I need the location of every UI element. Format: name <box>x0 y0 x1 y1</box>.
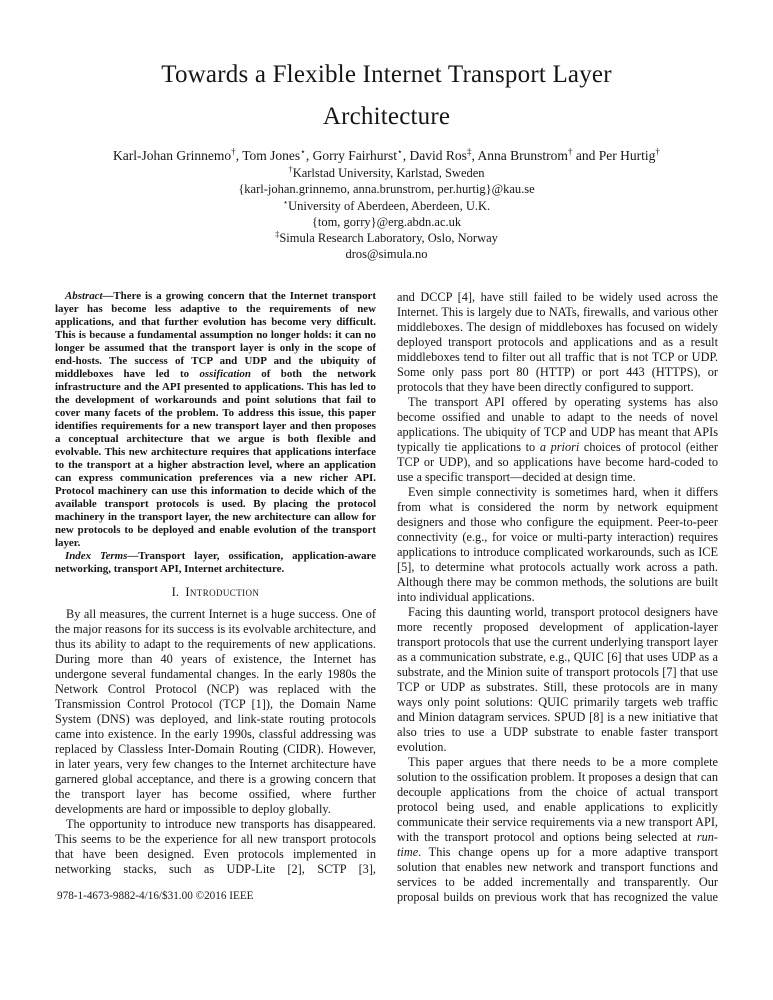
paper-title <box>0 0 773 138</box>
affiliation-aberdeen: ⋆University of Aberdeen, Aberdeen, U.K. <box>282 196 491 213</box>
paper-title-line2: Architecture <box>322 103 451 130</box>
right-column <box>397 290 718 905</box>
two-column-body <box>0 290 773 905</box>
intro-paragraph-4: Even simple connectivity is sometimes hard, when it differs from what is considered the norm by network equipment designers and those who configure the equipment. Peer-to-peer connectivity (e.g., for voice or multi-party interaction) requires applications to introduce complicated workarounds, such as ICE [5], to determine what protocols actually work across a path. Although there may be common methods, the solutions are built into individual applications. <box>397 484 718 604</box>
intro-paragraph-5: Facing this daunting world, transport protocol designers have more recently proposed development of application-layer transport protocols that use the current underlying transport layer as a communication substrate, e.g., QUIC [6] that uses UDP as a substrate, and the Minion suite of transport protocols [7] that use TCP or UDP as substrates. Still, these protocols are in many ways only point solutions: QUIC primarily targets web traffic and Minion datagram services. SPUD [8] is a new initiative that also tries to use a UDP substrate to enable faster transport evolution. <box>397 604 718 754</box>
copyright-notice: 978-1-4673-9882-4/16/$31.00 ©2016 IEEE <box>57 890 254 902</box>
affiliation-aberdeen-email: {tom, gorry}@erg.abdn.ac.uk <box>311 214 462 229</box>
intro-paragraph-6: This paper argues that there needs to be a more complete solution to the ossification problem. It proposes a design that can decouple applications from the choice of actual transport protocol being used, and enable applications to explicitly communicate their service requirements via a new transport API, with the transport protocol and options being selected at run-time. This change opens up for a more adaptive transport solution that enables new network and transport functions and services to be added incrementally and transparently. Our proposal builds on previous work that has recognized the value <box>397 754 718 904</box>
affiliation-karlstad: †Karlstad University, Karlstad, Sweden <box>288 163 485 180</box>
author-line: Karl-Johan Grinnemo†, Tom Jones⋆, Gorry Fairhurst⋆, David Ros‡, Anna Brunstrom† and Per Hurtig† <box>113 146 660 163</box>
left-column <box>55 290 376 905</box>
section-number: I. <box>171 584 180 599</box>
affiliation-simula-email: dros@simula.no <box>345 247 428 262</box>
intro-paragraph-3: The transport API offered by operating systems has also become ossified and unable to adapt to the needs of novel applications. The ubiquity of TCP and UDP has meant that APIs typically tie applications to a priori choices of protocol (either TCP or UDP), and so applications have become hard-coded to use a specific transport—decided at design time. <box>397 394 718 484</box>
abstract: Abstract—There is a growing concern that the Internet transport layer has become less adaptive to the requirements of new applications, and that further evolution has become very difficult. This is because a fundamental assumption no longer holds: it can no longer be assumed that the transport layer is only in the scope of end-hosts. The success of TCP and UDP and the ubiquity of middleboxes have led to ossification of both the network infrastructure and the API presented to applications. This has led to the development of workarounds and point solutions that fail to cover many facets of the problem. To address this issue, this paper identifies requirements for a new transport layer and then proposes a conceptual architecture that we argue is both flexible and evolvable. This new architecture requires that applications interface to the transport at a higher abstraction level, where an application can express communication preferences via a new richer API. Protocol machinery can use this information to decide which of the available transport protocols is used. By placing the protocol machinery in the transport layer, the new architecture can allow for new protocols to be deployed and enable evolution of the transport layer. <box>55 289 376 549</box>
affiliation-block <box>0 165 773 263</box>
affiliation-karlstad-email: {karl-johan.grinnemo, anna.brunstrom, per.hurtig}@kau.se <box>238 182 535 197</box>
section-title: Introduction <box>185 584 260 599</box>
affiliation-simula: ‡Simula Research Laboratory, Oslo, Norway <box>275 229 498 246</box>
intro-paragraph-2-continuation: and DCCP [4], have still failed to be widely used across the Internet. This is largely due to NATs, firewalls, and various other middleboxes. The design of middleboxes has focused on widely deployed transport protocols and applications and as a result middleboxes tend to filter out all traffic that is not TCP or UDP. Some only pass port 80 (HTTP) or port 443 (HTTPS), or protocols that they have been directly configured to support. <box>397 289 718 394</box>
section-heading-introduction <box>55 585 376 600</box>
index-terms: Index Terms—Transport layer, ossification, application-aware networking, transport API, Internet architecture. <box>55 549 376 575</box>
paper-title-line1: Towards a Flexible Internet Transport Layer <box>161 61 612 88</box>
intro-paragraph-2: The opportunity to introduce new transports has disappeared. This seems to be the experience for all new transport protocols that have been designed. Even protocols implemented in networking stacks, such as UDP-Lite [2], SCTP [3], <box>55 816 376 876</box>
intro-paragraph-1: By all measures, the current Internet is a huge success. One of the major reasons for its success is its evolvable architecture, and thus its ability to adapt to the requirements of new applications. During more than 40 years of existence, the Internet has undergone several fundamental changes. In the early 1980s the Network Control Protocol (NCP) was replaced with the Transmission Control Protocol (TCP [1]), the Domain Name System (DNS) was deployed, and link-state routing protocols came into existence. In the early 1990s, classful addressing was replaced by Classless Inter-Domain Routing (CIDR). However, in later years, very few changes to the Internet architecture have garnered global acceptance, and there is a growing concern that the transport layer has become ossified, where further developments are hard or impossible to deploy globally. <box>55 606 376 816</box>
